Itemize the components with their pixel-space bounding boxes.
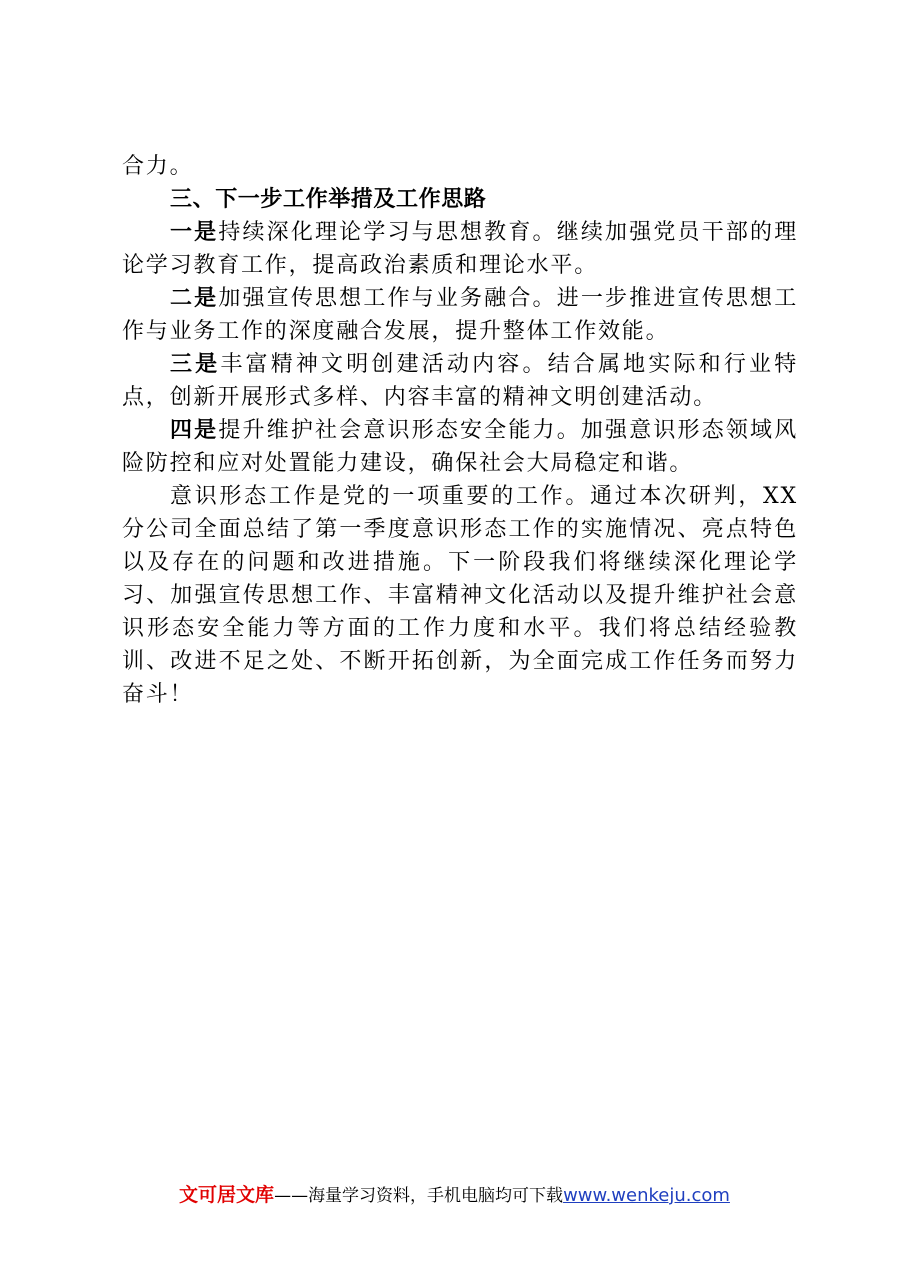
document-body <box>122 150 798 711</box>
item-text: 持续深化理论学习与思想教育。继续加强党员干部的理论学习教育工作，提高政治素质和理论水平。 <box>122 220 798 278</box>
item-text: 提升维护社会意识形态安全能力。加强意识形态领域风险防控和应对处置能力建设，确保社会大局稳定和谐。 <box>122 418 798 476</box>
item-lead: 四是 <box>170 418 219 443</box>
item-lead: 二是 <box>170 286 219 311</box>
list-item <box>122 414 798 480</box>
paragraph-continuation: 合力。 <box>122 154 194 179</box>
website-link[interactable]: www.wenkeju.com <box>563 1185 730 1206</box>
conclusion-paragraph: 意识形态工作是党的一项重要的工作。通过本次研判，XX分公司全面总结了第一季度意识形态工作的实施情况、亮点特色以及存在的问题和改进措施。下一阶段我们将继续深化理论学习、加强宣传思想工作、丰富精神文化活动以及提升维护社会意识形态安全能力等方面的工作力度和水平。我们将总结经验教训、改进不足之处、不断开拓创新，为全面完成工作任务而努力奋斗！ <box>122 484 798 707</box>
footer-banner <box>0 1180 909 1211</box>
brand-name: 文可居文库 <box>179 1184 275 1206</box>
item-text: 加强宣传思想工作与业务融合。进一步推进宣传思想工作与业务工作的深度融合发展，提升整体工作效能。 <box>122 286 798 344</box>
item-lead: 一是 <box>170 220 219 245</box>
footer-tagline: ——海量学习资料，手机电脑均可下载 <box>274 1186 564 1206</box>
item-lead: 三是 <box>170 352 221 377</box>
list-item <box>122 348 798 414</box>
item-text: 丰富精神文明创建活动内容。结合属地实际和行业特点，创新开展形式多样、内容丰富的精神文明创建活动。 <box>122 352 798 410</box>
list-item <box>122 216 798 282</box>
section-heading: 三、下一步工作举措及工作思路 <box>170 187 487 212</box>
list-item <box>122 282 798 348</box>
